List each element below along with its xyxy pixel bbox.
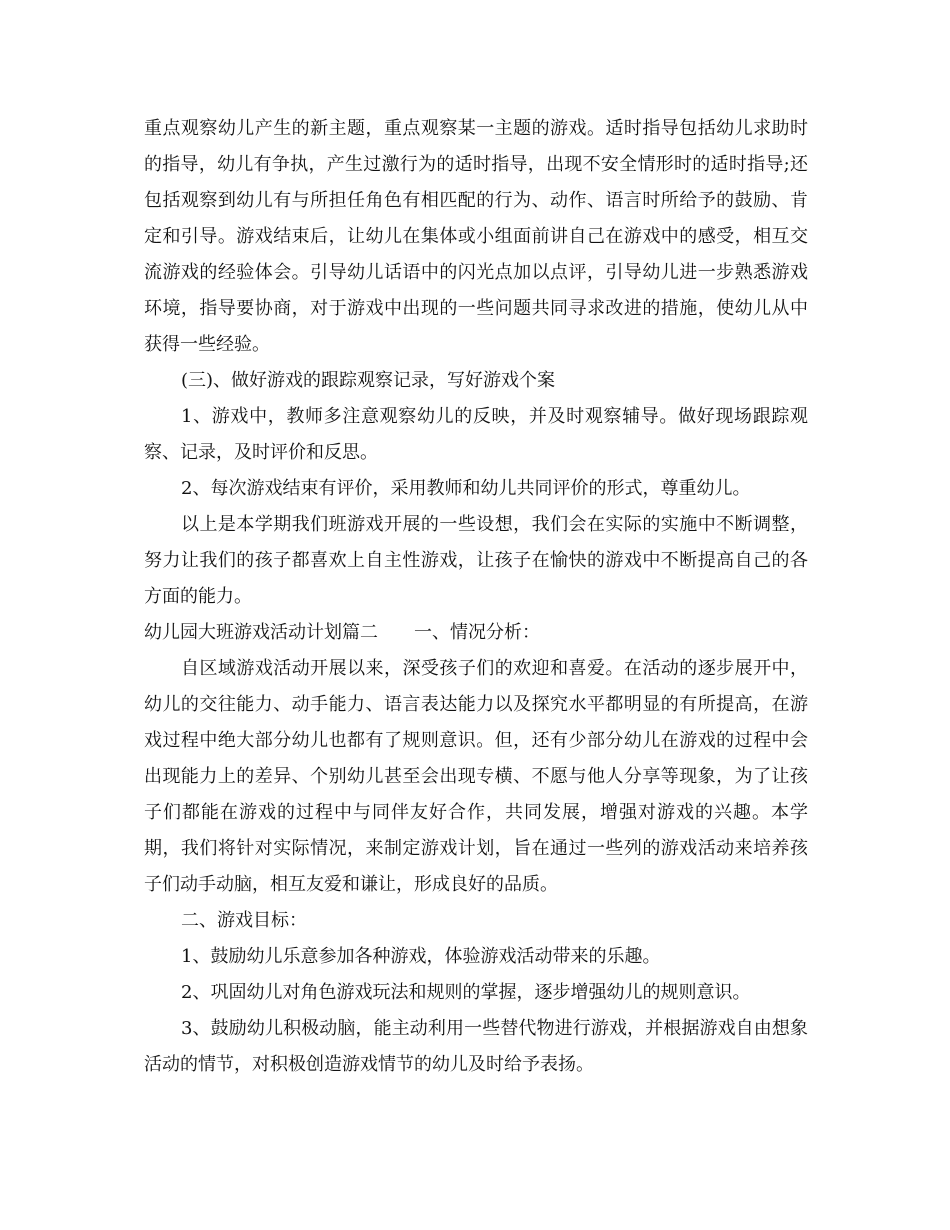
paragraph-item-1-observation: 1、游戏中，教师多注意观察幼儿的反映，并及时观察辅导。做好现场跟踪观察、记录，及时评价和反思。 xyxy=(144,406,808,463)
paragraph-situation-analysis: 自区域游戏活动开展以来，深受孩子们的欢迎和喜爱。在活动的逐步展开中，幼儿的交往能力、动手能力、语言表达能力以及探究水平都明显的有所提高，在游戏过程中绝大部分幼儿也都有了规则意识。但，还有少部分幼儿在游戏的过程中会出现能力上的差异、个别幼儿甚至会出现专横、不愿与他人分享等现象，为了让孩子们都能在游戏的过程中与同伴友好合作，共同发展，增强对游戏的兴趣。本学期，我们将针对实际情况，来制定游戏计划，旨在通过一些列的游戏活动来培养孩子们动手动脑，相互友爱和谦让，形成良好的品质。 xyxy=(144,658,808,895)
paragraph-goal-1: 1、鼓励幼儿乐意参加各种游戏，体验游戏活动带来的乐趣。 xyxy=(181,946,661,967)
document-body xyxy=(144,111,808,1083)
paragraph-summary: 以上是本学期我们班游戏开展的一些设想，我们会在实际的实施中不断调整，努力让我们的孩子都喜欢上自主性游戏，让孩子在愉快的游戏中不断提高自己的各方面的能力。 xyxy=(144,514,808,607)
paragraph-guidance-continued: 重点观察幼儿产生的新主题，重点观察某一主题的游戏。适时指导包括幼儿求助时的指导，幼儿有争执，产生过激行为的适时指导，出现不安全情形时的适时指导;还包括观察到幼儿有与所担任角色有相匹配的行为、动作、语言时所给予的鼓励、肯定和引导。游戏结束后，让幼儿在集体或小组面前讲自己在游戏中的感受，相互交流游戏的经验体会。引导幼儿话语中的闪光点加以点评，引导幼儿进一步熟悉游戏环境，指导要协商，对于游戏中出现的一些问题共同寻求改进的措施，使幼儿从中获得一些经验。 xyxy=(144,118,808,355)
section-heading-game-goals: 二、游戏目标： xyxy=(181,910,307,931)
paragraph-goal-3: 3、鼓励幼儿积极动脑，能主动利用一些替代物进行游戏，并根据游戏自由想象活动的情节，对积极创造游戏情节的幼儿及时给予表扬。 xyxy=(144,1018,808,1075)
section-heading-tracking-records: (三)、做好游戏的跟踪观察记录，写好游戏个案 xyxy=(181,370,556,391)
paragraph-item-2-evaluation: 2、每次游戏结束有评价，采用教师和幼儿共同评价的形式，尊重幼儿。 xyxy=(181,478,751,499)
paragraph-goal-2: 2、巩固幼儿对角色游戏玩法和规则的掌握，逐步增强幼儿的规则意识。 xyxy=(181,982,751,1003)
section-title-plan-part-two: 幼儿园大班游戏活动计划篇二 一、情况分析： xyxy=(144,622,540,643)
